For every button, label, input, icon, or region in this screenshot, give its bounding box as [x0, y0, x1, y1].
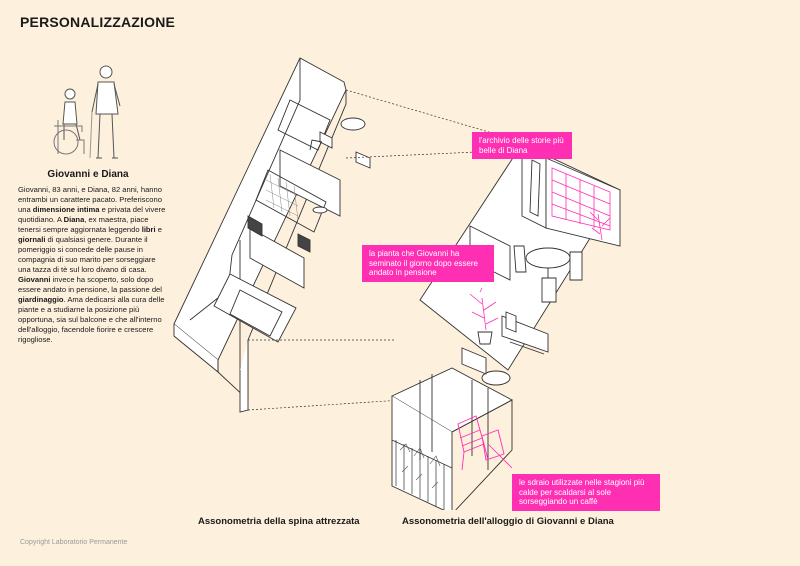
- copyright-text: Copyright Laboratorio Permanente: [20, 539, 128, 546]
- people-title: Giovanni e Diana: [47, 169, 129, 180]
- caption-spine: Assonometria della spina attrezzata: [198, 516, 360, 527]
- description-segment: giardinaggio: [18, 295, 64, 304]
- callout-plant: la pianta che Giovanni ha seminato il giorno dopo essere andato in pensione: [362, 245, 494, 282]
- description-segment: libri: [141, 225, 156, 234]
- description-segment: dimensione intima: [32, 205, 100, 214]
- description-segment: giornali: [18, 235, 46, 244]
- description-segment: Diana: [63, 215, 85, 224]
- callout-archive: l'archivio delle storie più belle di Diana: [472, 132, 572, 159]
- description-segment: Giovanni: [18, 275, 51, 284]
- people-illustration: [46, 62, 146, 162]
- description-segment: e privata del vivere quotidiano. A: [18, 205, 166, 224]
- page-title: PERSONALIZZAZIONE: [20, 14, 176, 30]
- description-segment: . Ama dedicarsi alla cura delle piante e a studiarne la posizione più opportuna, sia sul balcone e che all'interno dell'alloggio, facendole fiorire e crescere rigogliose.: [18, 295, 165, 344]
- callout-deckchairs: le sdraio utilizzate nelle stagioni più calde per scaldarsi al sole sorseggiando un caffè: [512, 474, 660, 511]
- description-segment: Giovanni, 83 anni, e Diana, 82 anni, hanno entrambi un carattere pacato. Preferiscono una: [18, 185, 162, 214]
- description-segment: invece ha scoperto, solo dopo essere andato in pensione, la passione del: [18, 275, 162, 294]
- description-text: [18, 185, 168, 345]
- description-segment: e: [155, 225, 162, 234]
- caption-apartment: Assonometria dell'alloggio di Giovanni e Diana: [402, 516, 614, 527]
- description-segment: , ex maestra, piace tenersi sempre aggiornata leggendo: [18, 215, 149, 234]
- description-segment: di qualsiasi genere. Durante il pomeriggio si concede delle pause in compagnia di suo marito per sorseggiare una tazza di tè sul loro divano di casa.: [18, 235, 156, 274]
- spine-axonometry: [174, 58, 370, 412]
- apartment-axonometry: [392, 140, 620, 510]
